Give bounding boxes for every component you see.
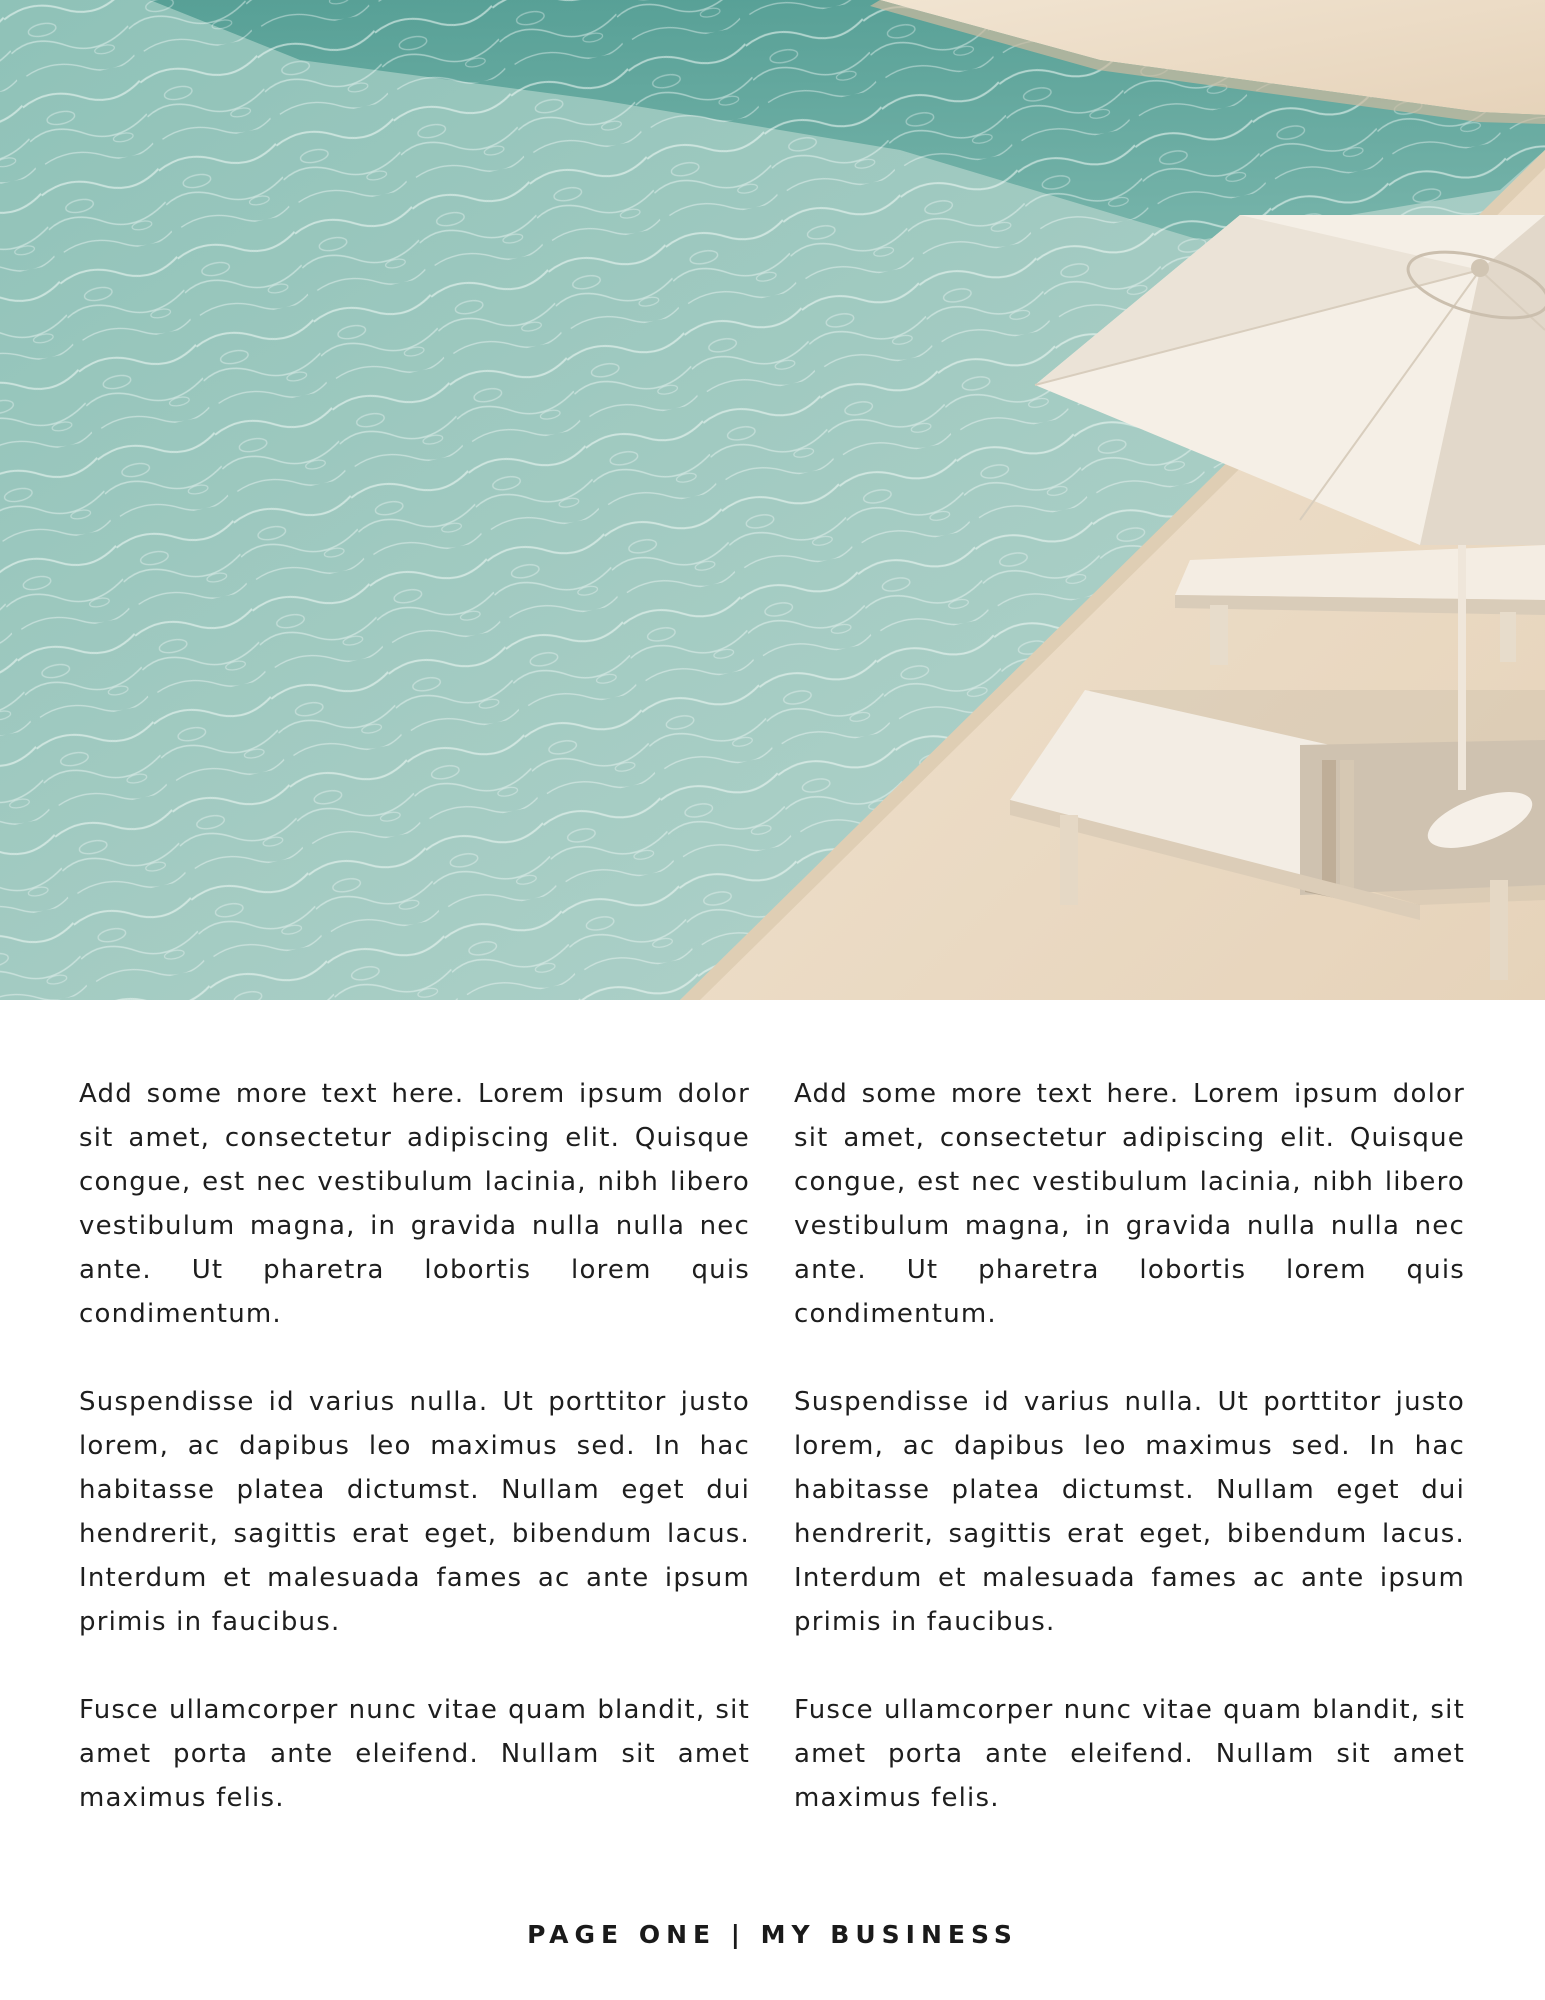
body-text-columns [79, 1072, 1465, 1812]
text-column-left [79, 1072, 750, 1864]
paragraph: Suspendisse id varius nulla. Ut porttitor justo lorem, ac dapibus leo maximus sed. In hac habitasse platea dictumst. Nullam eget dui hendrerit, sagittis erat eget, bibendum lacus. Interdum et malesuada fames ac ante ipsum primis in faucibus. [79, 1387, 750, 1637]
paragraph: Add some more text here. Lorem ipsum dolor sit amet, consectetur adipiscing elit. Quisque congue, est nec vestibulum lacinia, nibh libero vestibulum magna, in gravida nulla nulla nec ante. Ut pharetra lobortis lorem quis condimentum. [794, 1079, 1465, 1329]
paragraph: Suspendisse id varius nulla. Ut porttitor justo lorem, ac dapibus leo maximus sed. In hac habitasse platea dictumst. Nullam eget dui hendrerit, sagittis erat eget, bibendum lacus. Interdum et malesuada fames ac ante ipsum primis in faucibus. [794, 1387, 1465, 1637]
paragraph: Fusce ullamcorper nunc vitae quam blandit, sit amet porta ante eleifend. Nullam sit amet maximus felis. [79, 1695, 750, 1813]
paragraph: Fusce ullamcorper nunc vitae quam blandit, sit amet porta ante eleifend. Nullam sit amet maximus felis. [794, 1695, 1465, 1813]
page-footer: PAGE ONE | MY BUSINESS [527, 1920, 1018, 1949]
text-column-right [794, 1072, 1465, 1864]
paragraph: Add some more text here. Lorem ipsum dolor sit amet, consectetur adipiscing elit. Quisque congue, est nec vestibulum lacinia, nibh libero vestibulum magna, in gravida nulla nulla nec ante. Ut pharetra lobortis lorem quis condimentum. [79, 1079, 750, 1329]
